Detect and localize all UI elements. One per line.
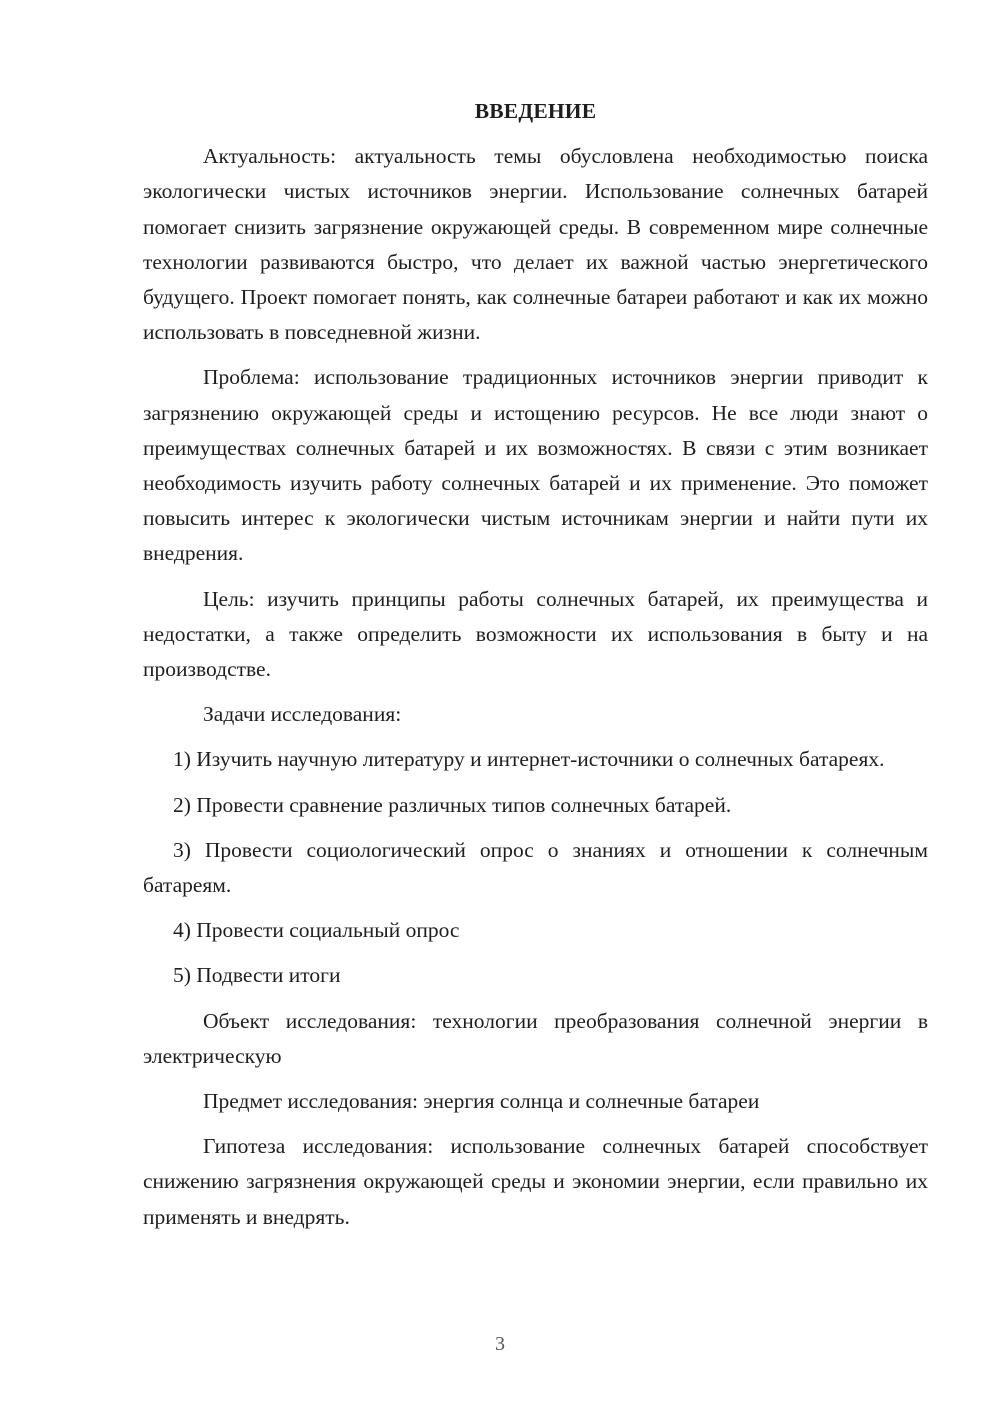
subject-paragraph: Предмет исследования: энергия солнца и солнечные батареи — [203, 1089, 760, 1114]
task-item-3: 3) Провести социологический опрос о знаниях и отношении к солнечным батареям. — [143, 837, 928, 898]
task-item-2: 2) Провести сравнение различных типов солнечных батарей. — [173, 792, 732, 817]
section-title: ВВЕДЕНИЕ — [474, 99, 597, 123]
hypothesis-paragraph: Гипотеза исследования: использование солнечных батарей способствует снижению загрязнения окружающей среды и экономии энергии, если правильно их применять и внедрять. — [143, 1134, 928, 1229]
page-number: 3 — [495, 1333, 505, 1355]
tasks-heading: Задачи исследования: — [203, 702, 402, 727]
goal-paragraph: Цель: изучить принципы работы солнечных батарей, их преимущества и недостатки, а также определить возможности их использования в быту и на производстве. — [143, 586, 928, 682]
relevance-paragraph: Актуальность: актуальность темы обусловлена необходимостью поиска экологически чистых источников энергии. Использование солнечных батарей помогает снизить загрязнение окружающей среды. В современном мире солнечные технологии развиваются быстро, что делает их важной частью энергетического будущего. Проект помогает понять, как солнечные батареи работают и как их можно использовать в повседневной жизни. — [143, 144, 928, 345]
task-item-5: 5) Подвести итоги — [173, 963, 341, 988]
page-content — [143, 94, 928, 1245]
object-paragraph: Объект исследования: технологии преобразования солнечной энергии в электрическую — [143, 1008, 928, 1068]
problem-paragraph: Проблема: использование традиционных источников энергии приводит к загрязнению окружающей среды и истощению ресурсов. Не все люди знают о преимуществах солнечных батарей и их возможностях. В связи с этим возникает необходимость изучить работу солнечных батарей и их применение. Это поможет повысить интерес к экологически чистым источникам энергии и найти пути их внедрения. — [143, 365, 928, 566]
task-item-4: 4) Провести социальный опрос — [173, 918, 460, 943]
task-item-1: 1) Изучить научную литературу и интернет-источники о солнечных батареях. — [173, 747, 885, 772]
